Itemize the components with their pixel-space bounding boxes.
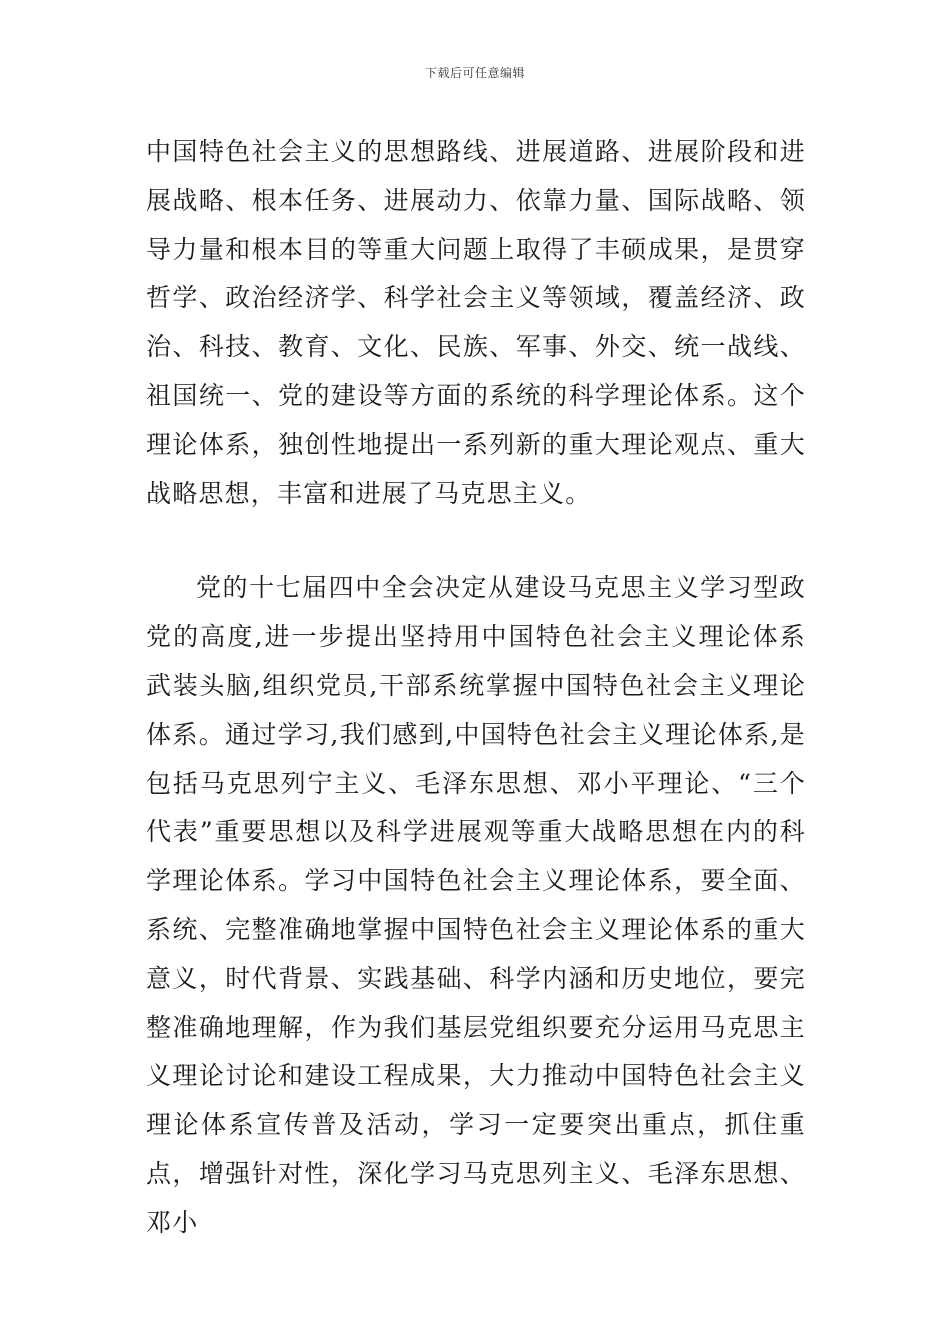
paragraph-2: 党的十七届四中全会决定从建设马克思主义学习型政党的高度,进一步提出坚持用中国特色社会主义理论体系武装头脑,组织党员,干部系统掌握中国特色社会主义理论体系。通过学习,我们感到,中国特色社会主义理论体系,是包括马克思列宁主义、毛泽东思想、邓小平理论、“三个代表”重要思想以及科学进展观等重大战略思想在内的科学理论体系。学习中国特色社会主义理论体系，要全面、系统、完整准确地掌握中国特色社会主义理论体系的重大意义，时代背景、实践基础、科学内涵和历史地位，要完整准确地理解，作为我们基层党组织要充分运用马克思主义理论讨论和建设工程成果，大力推动中国特色社会主义理论体系宣传普及活动，学习一定要突出重点，抓住重点，增强针对性，深化学习马克思列主义、毛泽东思想、邓小 [146,573,806,1237]
paragraph-1: 中国特色社会主义的思想路线、进展道路、进展阶段和进展战略、根本任务、进展动力、依靠力量、国际战略、领导力量和根本目的等重大问题上取得了丰硕成果，是贯穿哲学、政治经济学、科学社会主义等领域，覆盖经济、政治、科技、教育、文化、民族、军事、外交、统一战线、祖国统一、党的建设等方面的系统的科学理论体系。这个理论体系，独创性地提出一系列新的重大理论观点、重大战略思想，丰富和进展了马克思主义。 [146,137,806,508]
page-header: 下载后可任意编辑 [424,66,525,80]
document-body [146,128,806,1248]
